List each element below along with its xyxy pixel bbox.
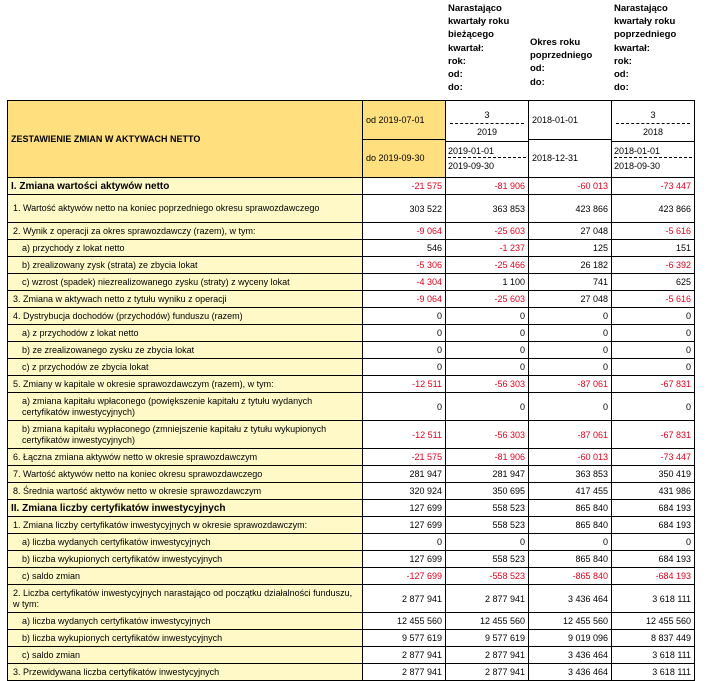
value-cell: 281 947 bbox=[446, 466, 529, 483]
value-cell: -25 466 bbox=[446, 257, 529, 274]
value-cell: 0 bbox=[446, 308, 529, 325]
value-cell: 865 840 bbox=[529, 500, 612, 517]
value-cell: 0 bbox=[529, 325, 612, 342]
row-label: b) zmiana kapitału wypłaconego (zmniejszenie kapitału z tytułu wykupionych certyfikatów inwestycyjnych) bbox=[8, 421, 363, 449]
table-row bbox=[8, 534, 695, 551]
value-cell: 12 455 560 bbox=[446, 613, 529, 630]
table-row bbox=[8, 325, 695, 342]
value-cell: -21 575 bbox=[363, 178, 446, 195]
value-cell: 0 bbox=[529, 359, 612, 376]
value-cell: -73 447 bbox=[612, 449, 695, 466]
table-row bbox=[8, 257, 695, 274]
row-label: a) z przychodów z lokat netto bbox=[8, 325, 363, 342]
value-cell: 0 bbox=[612, 308, 695, 325]
value-cell: 127 699 bbox=[363, 517, 446, 534]
value-cell: 8 837 449 bbox=[612, 630, 695, 647]
value-cell: 26 182 bbox=[529, 257, 612, 274]
value-cell: 684 193 bbox=[612, 500, 695, 517]
value-cell: 558 523 bbox=[446, 551, 529, 568]
value-cell: 3 436 464 bbox=[529, 664, 612, 681]
value-cell: -21 575 bbox=[363, 449, 446, 466]
col2-from: 2019-01-01 bbox=[446, 141, 528, 156]
value-cell: -5 306 bbox=[363, 257, 446, 274]
col4-header bbox=[612, 101, 695, 178]
value-cell: -56 303 bbox=[446, 421, 529, 449]
value-cell: 0 bbox=[529, 308, 612, 325]
value-cell: 0 bbox=[363, 308, 446, 325]
column-headers bbox=[0, 0, 706, 100]
row-label: a) zmiana kapitału wpłaconego (powiększenie kapitału z tytułu wydanych certyfikatów inwestycyjnych) bbox=[8, 393, 363, 421]
value-cell: 3 618 111 bbox=[612, 664, 695, 681]
col4-to: 2018-09-30 bbox=[614, 160, 661, 171]
row-label: b) zrealizowany zysk (strata) ze zbycia lokat bbox=[8, 257, 363, 274]
table-row bbox=[8, 551, 695, 568]
value-cell: 684 193 bbox=[612, 517, 695, 534]
value-cell: 2 877 941 bbox=[363, 664, 446, 681]
table-row bbox=[8, 223, 695, 240]
value-cell: -5 616 bbox=[612, 291, 695, 308]
value-cell: 431 986 bbox=[612, 483, 695, 500]
value-cell: -60 013 bbox=[529, 449, 612, 466]
value-cell: -558 523 bbox=[446, 568, 529, 585]
value-cell: 125 bbox=[529, 240, 612, 257]
value-cell: 865 840 bbox=[529, 517, 612, 534]
value-cell: 3 618 111 bbox=[612, 585, 695, 613]
value-cell: 0 bbox=[446, 325, 529, 342]
table-row bbox=[8, 664, 695, 681]
row-label: a) liczba wydanych certyfikatów inwestycyjnych bbox=[8, 534, 363, 551]
value-cell: 0 bbox=[612, 342, 695, 359]
col2-to: 2019-09-30 bbox=[448, 160, 495, 171]
col2-dash2 bbox=[448, 157, 526, 158]
table-row bbox=[8, 393, 695, 421]
row-label: c) wzrost (spadek) niezrealizowanego zysku (straty) z wyceny lokat bbox=[8, 274, 363, 291]
col4-from: 2018-01-01 bbox=[612, 141, 694, 156]
value-cell: -12 511 bbox=[363, 421, 446, 449]
row-label: 2. Wynik z operacji za okres sprawozdawczy (razem), w tym: bbox=[8, 223, 363, 240]
value-cell: 363 853 bbox=[529, 466, 612, 483]
value-cell: 3 436 464 bbox=[529, 647, 612, 664]
col4-dash2 bbox=[614, 157, 692, 158]
value-cell: 0 bbox=[446, 342, 529, 359]
row-label: 5. Zmiany w kapitale w okresie sprawozdawczym (razem), w tym: bbox=[8, 376, 363, 393]
table-row bbox=[8, 449, 695, 466]
value-cell: 2 877 941 bbox=[446, 664, 529, 681]
col3-from: 2018-01-01 bbox=[529, 101, 612, 140]
value-cell: 0 bbox=[446, 359, 529, 376]
value-cell: -684 193 bbox=[612, 568, 695, 585]
row-label: II. Zmiana liczby certyfikatów inwestycyjnych bbox=[8, 500, 363, 517]
value-cell: -56 303 bbox=[446, 376, 529, 393]
table-row bbox=[8, 291, 695, 308]
value-cell: 558 523 bbox=[446, 500, 529, 517]
value-cell: -9 064 bbox=[363, 291, 446, 308]
value-cell: 151 bbox=[612, 240, 695, 257]
value-cell: 303 522 bbox=[363, 195, 446, 223]
value-cell: -67 831 bbox=[612, 376, 695, 393]
table-row bbox=[8, 359, 695, 376]
col3-to: 2018-12-31 bbox=[529, 139, 612, 178]
value-cell: 27 048 bbox=[529, 291, 612, 308]
value-cell: 546 bbox=[363, 240, 446, 257]
row-label: b) ze zrealizowanego zysku ze zbycia lokat bbox=[8, 342, 363, 359]
table-row bbox=[8, 195, 695, 223]
value-cell: 2 877 941 bbox=[446, 585, 529, 613]
table-row bbox=[8, 240, 695, 257]
row-label: 7. Wartość aktywów netto na koniec okresu sprawozdawczego bbox=[8, 466, 363, 483]
value-cell: 0 bbox=[363, 342, 446, 359]
value-cell: 0 bbox=[363, 534, 446, 551]
row-label: 2. Liczba certyfikatów inwestycyjnych narastająco od początku działalności funduszu, w tym: bbox=[8, 585, 363, 613]
value-cell: 350 419 bbox=[612, 466, 695, 483]
row-label: b) liczba wykupionych certyfikatów inwestycyjnych bbox=[8, 551, 363, 568]
value-cell: -1 237 bbox=[446, 240, 529, 257]
value-cell: 2 877 941 bbox=[446, 647, 529, 664]
table-row bbox=[8, 517, 695, 534]
period-from: od 2019-07-01 bbox=[363, 101, 446, 140]
value-cell: 12 455 560 bbox=[363, 613, 446, 630]
row-label: c) saldo zmian bbox=[8, 568, 363, 585]
row-label: a) liczba wydanych certyfikatów inwestycyjnych bbox=[8, 613, 363, 630]
value-cell: 0 bbox=[529, 534, 612, 551]
row-label: a) przychody z lokat netto bbox=[8, 240, 363, 257]
value-cell: 1 100 bbox=[446, 274, 529, 291]
col2-header bbox=[446, 101, 529, 178]
table-row bbox=[8, 178, 695, 195]
value-cell: -60 013 bbox=[529, 178, 612, 195]
col4-year: 2018 bbox=[642, 126, 664, 137]
row-label: 8. Średnia wartość aktywów netto w okresie sprawozdawczym bbox=[8, 483, 363, 500]
table-title: ZESTAWIENIE ZMIAN W AKTYWACH NETTO bbox=[8, 101, 363, 178]
value-cell: 9 577 619 bbox=[446, 630, 529, 647]
row-label: c) saldo zmian bbox=[8, 647, 363, 664]
net-assets-table bbox=[7, 100, 695, 681]
value-cell: -67 831 bbox=[612, 421, 695, 449]
value-cell: 127 699 bbox=[363, 551, 446, 568]
header-cumulative-previous: Narastająco kwartały roku poprzedniego kwartał: rok: od: do: bbox=[614, 3, 677, 94]
value-cell: 0 bbox=[612, 534, 695, 551]
period-to: do 2019-09-30 bbox=[363, 139, 446, 178]
value-cell: 363 853 bbox=[446, 195, 529, 223]
value-cell: -81 906 bbox=[446, 449, 529, 466]
table-row bbox=[8, 274, 695, 291]
value-cell: 12 455 560 bbox=[529, 613, 612, 630]
value-cell: 741 bbox=[529, 274, 612, 291]
value-cell: 3 436 464 bbox=[529, 585, 612, 613]
row-label: c) z przychodów ze zbycia lokat bbox=[8, 359, 363, 376]
value-cell: 0 bbox=[363, 325, 446, 342]
value-cell: 0 bbox=[612, 325, 695, 342]
value-cell: 27 048 bbox=[529, 223, 612, 240]
value-cell: 350 695 bbox=[446, 483, 529, 500]
value-cell: -5 616 bbox=[612, 223, 695, 240]
table-row bbox=[8, 376, 695, 393]
value-cell: 9 019 096 bbox=[529, 630, 612, 647]
value-cell: 865 840 bbox=[529, 551, 612, 568]
table-row bbox=[8, 585, 695, 613]
value-cell: 0 bbox=[446, 534, 529, 551]
value-cell: -87 061 bbox=[529, 421, 612, 449]
value-cell: 423 866 bbox=[612, 195, 695, 223]
table-row bbox=[8, 466, 695, 483]
value-cell: 558 523 bbox=[446, 517, 529, 534]
row-label: 1. Wartość aktywów netto na koniec poprzedniego okresu sprawozdawczego bbox=[8, 195, 363, 223]
value-cell: 625 bbox=[612, 274, 695, 291]
table-row bbox=[8, 421, 695, 449]
table-row bbox=[8, 308, 695, 325]
value-cell: 423 866 bbox=[529, 195, 612, 223]
value-cell: -865 840 bbox=[529, 568, 612, 585]
value-cell: 281 947 bbox=[363, 466, 446, 483]
value-cell: -6 392 bbox=[612, 257, 695, 274]
value-cell: 0 bbox=[363, 393, 446, 421]
value-cell: 2 877 941 bbox=[363, 585, 446, 613]
value-cell: -25 603 bbox=[446, 223, 529, 240]
value-cell: 320 924 bbox=[363, 483, 446, 500]
value-cell: -9 064 bbox=[363, 223, 446, 240]
header-cumulative-current: Narastająco kwartały roku bieżącego kwartał: rok: od: do: bbox=[448, 3, 510, 94]
table-row bbox=[8, 483, 695, 500]
value-cell: -127 699 bbox=[363, 568, 446, 585]
value-cell: 0 bbox=[363, 359, 446, 376]
value-cell: 12 455 560 bbox=[612, 613, 695, 630]
value-cell: 0 bbox=[529, 393, 612, 421]
col4-quarter: 3 bbox=[650, 109, 656, 120]
table-row bbox=[8, 500, 695, 517]
value-cell: -73 447 bbox=[612, 178, 695, 195]
table-row bbox=[8, 647, 695, 664]
row-label: 3. Zmiana w aktywach netto z tytułu wyniku z operacji bbox=[8, 291, 363, 308]
value-cell: 417 455 bbox=[529, 483, 612, 500]
value-cell: -87 061 bbox=[529, 376, 612, 393]
value-cell: -25 603 bbox=[446, 291, 529, 308]
value-cell: -4 304 bbox=[363, 274, 446, 291]
value-cell: 0 bbox=[612, 393, 695, 421]
value-cell: 127 699 bbox=[363, 500, 446, 517]
table-row bbox=[8, 342, 695, 359]
row-label: 1. Zmiana liczby certyfikatów inwestycyjnych w okresie sprawozdawczym: bbox=[8, 517, 363, 534]
value-cell: -81 906 bbox=[446, 178, 529, 195]
row-label: 6. Łączna zmiana aktywów netto w okresie sprawozdawczym bbox=[8, 449, 363, 466]
row-label: 3. Przewidywana liczba certyfikatów inwestycyjnych bbox=[8, 664, 363, 681]
value-cell: 3 618 111 bbox=[612, 647, 695, 664]
row-label: I. Zmiana wartości aktywów netto bbox=[8, 178, 363, 195]
table-row bbox=[8, 568, 695, 585]
table-row bbox=[8, 630, 695, 647]
value-cell: 0 bbox=[612, 359, 695, 376]
table-row bbox=[8, 613, 695, 630]
value-cell: 0 bbox=[529, 342, 612, 359]
header-previous-year: Okres roku poprzedniego od: do: bbox=[530, 37, 593, 88]
col2-year: 2019 bbox=[476, 126, 498, 137]
value-cell: 0 bbox=[446, 393, 529, 421]
row-label: 4. Dystrybucja dochodów (przychodów) funduszu (razem) bbox=[8, 308, 363, 325]
value-cell: 684 193 bbox=[612, 551, 695, 568]
value-cell: -12 511 bbox=[363, 376, 446, 393]
value-cell: 9 577 619 bbox=[363, 630, 446, 647]
row-label: b) liczba wykupionych certyfikatów inwestycyjnych bbox=[8, 630, 363, 647]
col2-quarter: 3 bbox=[484, 109, 490, 120]
value-cell: 2 877 941 bbox=[363, 647, 446, 664]
